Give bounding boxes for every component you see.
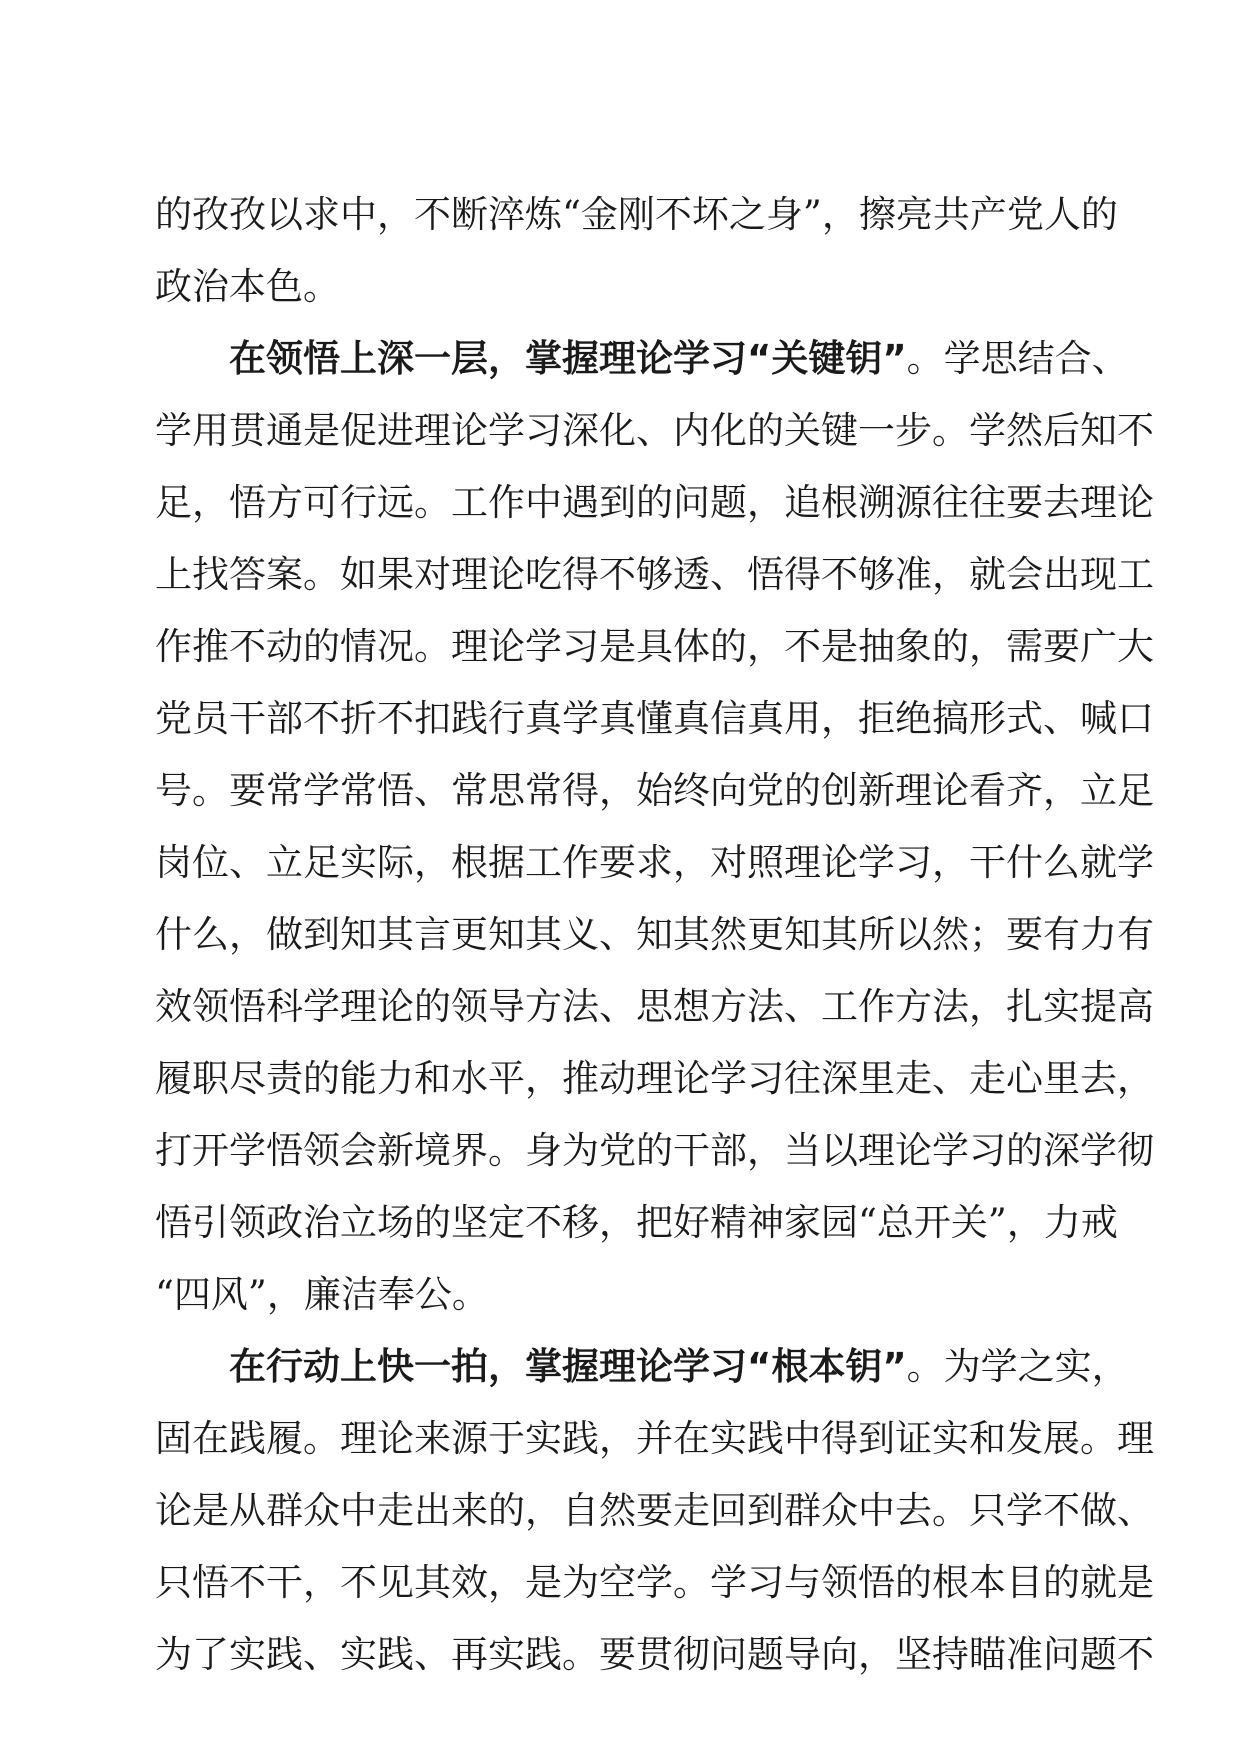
- paragraph-text: 。学思结合、: [906, 337, 1129, 380]
- text-line: 什么，做到知其言更知其义、知其然更知其所以然；要有力有: [155, 913, 1154, 956]
- paragraph-first-line: [155, 1338, 1129, 1410]
- text-line: 悟引领政治立场的坚定不移，把好精神家园“总开关”，力戒: [155, 1201, 1118, 1244]
- text-line: “四风”，廉洁奉公。: [155, 1273, 489, 1316]
- text-line: 学用贯通是促进理论学习深化、内化的关键一步。学然后知不: [155, 409, 1154, 452]
- text-line: 履职尽责的能力和水平，推动理论学习往深里走、走心里去，: [155, 1057, 1154, 1100]
- text-line: 足，悟方可行远。工作中遇到的问题，追根溯源往往要去理论: [155, 481, 1154, 524]
- paragraph-first-line: [155, 330, 1129, 402]
- text-line: 岗位、立足实际，根据工作要求，对照理论学习，干什么就学: [155, 841, 1154, 884]
- text-line: 的孜孜以求中，不断淬炼“金刚不坏之身”，擦亮共产党人的: [155, 193, 1118, 236]
- paragraph-text: 。为学之实，: [906, 1345, 1129, 1388]
- document-page: [155, 186, 1154, 1698]
- paragraph-heading: 在领悟上深一层，掌握理论学习“关键钥”: [229, 337, 907, 380]
- text-line: 政治本色。: [155, 265, 340, 308]
- text-line: 党员干部不折不扣践行真学真懂真信真用，拒绝搞形式、喊口: [155, 697, 1154, 740]
- text-line: 作推不动的情况。理论学习是具体的，不是抽象的，需要广大: [155, 625, 1154, 668]
- text-line: 只悟不干，不见其效，是为空学。学习与领悟的根本目的就是: [155, 1561, 1154, 1604]
- text-line: 效领悟科学理论的领导方法、思想方法、工作方法，扎实提高: [155, 985, 1154, 1028]
- text-line: 固在践履。理论来源于实践，并在实践中得到证实和发展。理: [155, 1417, 1154, 1460]
- text-line: 上找答案。如果对理论吃得不够透、悟得不够准，就会出现工: [155, 553, 1154, 596]
- paragraph-heading: 在行动上快一拍，掌握理论学习“根本钥”: [229, 1345, 907, 1388]
- text-line: 为了实践、实践、再实践。要贯彻问题导向，坚持瞄准问题不: [155, 1633, 1154, 1676]
- text-line: 论是从群众中走出来的，自然要走回到群众中去。只学不做、: [155, 1489, 1154, 1532]
- text-line: 号。要常学常悟、常思常得，始终向党的创新理论看齐，立足: [155, 769, 1154, 812]
- text-line: 打开学悟领会新境界。身为党的干部，当以理论学习的深学彻: [155, 1129, 1154, 1172]
